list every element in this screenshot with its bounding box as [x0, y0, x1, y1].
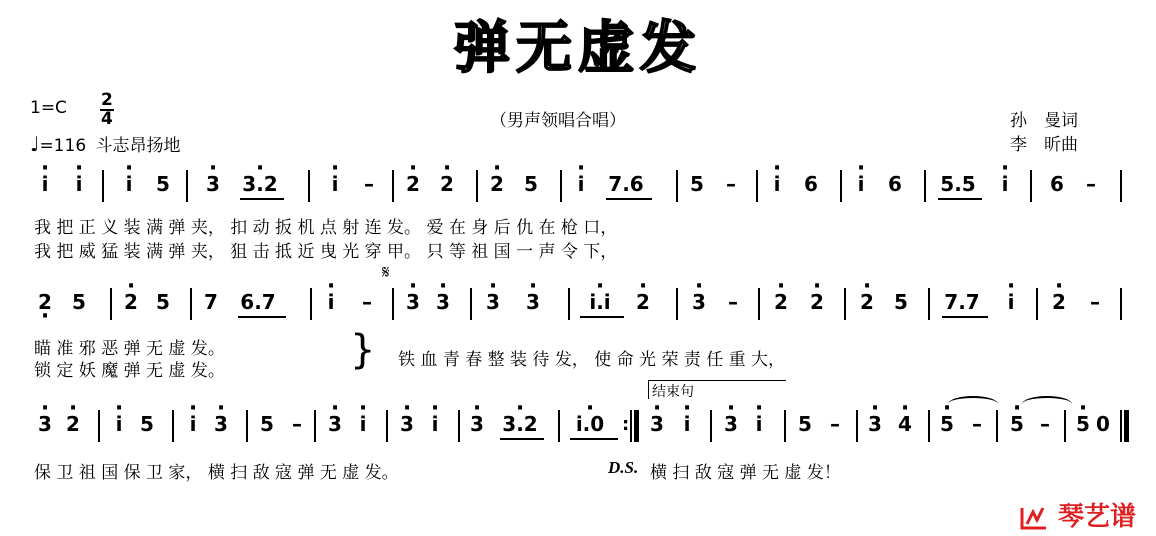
- ending-label: 结束句: [652, 384, 694, 400]
- barline: [844, 288, 846, 320]
- note: · i: [852, 172, 870, 196]
- beam-underline: [570, 438, 618, 440]
- note: · 2: [438, 172, 456, 196]
- song-title: 弹无虚发: [454, 16, 702, 81]
- dash: –: [728, 290, 738, 314]
- composer: 李 昕曲: [1010, 135, 1078, 155]
- note: · 5: [938, 412, 956, 436]
- note: · 2: [858, 290, 876, 314]
- beam-underline: [580, 316, 624, 318]
- barline: [1120, 288, 1122, 320]
- barline: [98, 410, 100, 442]
- staff-row-2: [30, 288, 1130, 320]
- note: · 3: [468, 412, 486, 436]
- staff-row-3: [30, 410, 1130, 442]
- barline: [246, 410, 248, 442]
- note: 5: [140, 412, 154, 436]
- barline: [172, 410, 174, 442]
- barline: [1120, 410, 1122, 442]
- dash: –: [1086, 172, 1096, 196]
- note: · 3: [648, 412, 666, 436]
- note: · i: [768, 172, 786, 196]
- dash: –: [830, 412, 840, 436]
- note: · 4: [896, 412, 914, 436]
- time-signature: [100, 92, 114, 128]
- quarter-note-icon: ♩: [30, 132, 40, 156]
- note: 5: [690, 172, 704, 196]
- note: · 3: [36, 412, 54, 436]
- dash: –: [292, 412, 302, 436]
- barline: [1036, 288, 1038, 320]
- lyricist: 孙 曼词: [1010, 111, 1078, 131]
- note: · 3: [484, 290, 502, 314]
- beam-underline: [938, 198, 982, 200]
- dash: –: [726, 172, 736, 196]
- barline: [1030, 170, 1032, 202]
- note: · 3: [398, 412, 416, 436]
- beam-underline: [500, 438, 544, 440]
- note: · 2: [634, 290, 652, 314]
- note: 5: [72, 290, 86, 314]
- subtitle: （男声领唱合唱）: [490, 111, 626, 131]
- lyrics-row-2-chorus: 铁 血 青 春 整 装 待 发， 使 命 光 荣 责 任 重 大，: [398, 350, 786, 370]
- barline: [470, 288, 472, 320]
- note: 6.7: [240, 290, 276, 314]
- note: · i: [572, 172, 590, 196]
- note: · i: [996, 172, 1014, 196]
- barline: [924, 170, 926, 202]
- note: 6: [804, 172, 818, 196]
- note: 5.5: [940, 172, 976, 196]
- repeat-barline: [634, 410, 639, 442]
- note: · 3: [404, 290, 422, 314]
- note: · i: [1002, 290, 1020, 314]
- barline: [928, 410, 930, 442]
- note: 5: [260, 412, 274, 436]
- barline: [458, 410, 460, 442]
- time-signature-top: 2: [101, 90, 113, 110]
- lyrics-row-1-verse-1: 我 把 正 义 装 满 弹 夹， 扣 动 扳 机 点 射 连 发。 爱 在 身 后 仇 在 枪 口，: [34, 218, 618, 238]
- note: · 3.2: [238, 172, 282, 196]
- note: · 2: [1050, 290, 1068, 314]
- barline: [784, 410, 786, 442]
- note: · 2: [772, 290, 790, 314]
- dal-segno-mark: D.S.: [608, 458, 639, 477]
- note: · 2: [122, 290, 140, 314]
- barline: [1120, 170, 1122, 202]
- note: 6: [1050, 172, 1064, 196]
- time-signature-bottom: 4: [101, 109, 113, 129]
- barline: [710, 410, 712, 442]
- note: 0: [1096, 412, 1110, 436]
- barline: [314, 410, 316, 442]
- beam-underline: [942, 316, 988, 318]
- note: · 5: [1074, 412, 1092, 436]
- barline: [386, 410, 388, 442]
- lyrics-row-2-verse-1: 瞄 准 邪 恶 弹 无 虚 发。: [34, 339, 225, 359]
- dash: –: [362, 290, 372, 314]
- barline: [308, 170, 310, 202]
- barline: [928, 288, 930, 320]
- note: · i: [426, 412, 444, 436]
- note: · i: [326, 172, 344, 196]
- note: · 2: [64, 412, 82, 436]
- note: 7.7: [944, 290, 980, 314]
- barline: [310, 288, 312, 320]
- barline: [560, 170, 562, 202]
- beam-underline: [606, 198, 652, 200]
- segno-sign: 𝄋: [382, 262, 390, 283]
- lyrics-row-2-verse-2: 锁 定 妖 魔 弹 无 虚 发。: [34, 361, 225, 381]
- barline: [630, 410, 632, 442]
- note: · 3.2: [498, 412, 542, 436]
- barline: [756, 170, 758, 202]
- note: 5: [894, 290, 908, 314]
- beam-underline: [240, 198, 284, 200]
- logo-text: 琴艺谱: [1057, 502, 1136, 532]
- note: · 2: [808, 290, 826, 314]
- note: · i: [120, 172, 138, 196]
- lyrics-row-3-ending: 横 扫 敌 寇 弹 无 虚 发！: [650, 463, 841, 483]
- staff-row-1: [30, 170, 1130, 202]
- note: · 2: [488, 172, 506, 196]
- barline: [392, 288, 394, 320]
- tempo-value: =116: [39, 136, 87, 156]
- barline: [568, 288, 570, 320]
- note: · i: [750, 412, 768, 436]
- note: · 3: [722, 412, 740, 436]
- dash: –: [1040, 412, 1050, 436]
- note: · 3: [326, 412, 344, 436]
- note: 2 ·: [36, 290, 54, 314]
- barline: [110, 288, 112, 320]
- logo-icon: [1019, 504, 1049, 532]
- note: · i.i: [578, 290, 622, 314]
- barline: [676, 170, 678, 202]
- note: 6: [888, 172, 902, 196]
- barline: [856, 410, 858, 442]
- dash: –: [972, 412, 982, 436]
- barline: [186, 170, 188, 202]
- note: · 5: [1008, 412, 1026, 436]
- note: · i: [70, 172, 88, 196]
- note: · i: [110, 412, 128, 436]
- note: · 3: [866, 412, 884, 436]
- beam-underline: [238, 316, 286, 318]
- note: 7.6: [608, 172, 644, 196]
- note: · 3: [204, 172, 222, 196]
- lyrics-row-1-verse-2: 我 把 威 猛 装 满 弹 夹， 狙 击 抵 近 曳 光 穿 甲。 只 等 祖 国 一 声 令 下，: [34, 242, 618, 262]
- note: · 3: [524, 290, 542, 314]
- note: 5: [798, 412, 812, 436]
- repeat-dots-icon: :: [622, 414, 630, 435]
- note: · i: [36, 172, 54, 196]
- note: · i: [678, 412, 696, 436]
- note: · i: [184, 412, 202, 436]
- brace-icon: }: [350, 327, 376, 373]
- lyrics-row-3: 保 卫 祖 国 保 卫 家， 横 扫 敌 寇 弹 无 虚 发。: [34, 463, 399, 483]
- barline: [840, 170, 842, 202]
- note: · 2: [404, 172, 422, 196]
- barline: [190, 288, 192, 320]
- barline: [558, 410, 560, 442]
- site-logo: [1019, 496, 1136, 533]
- barline: [392, 170, 394, 202]
- tempo-marking: [30, 131, 181, 156]
- note: · i.0: [568, 412, 612, 436]
- note: 5: [524, 172, 538, 196]
- note: 5: [156, 290, 170, 314]
- barline: [476, 170, 478, 202]
- note: · i: [354, 412, 372, 436]
- barline: [996, 410, 998, 442]
- note: · 3: [690, 290, 708, 314]
- note: 7: [204, 290, 218, 314]
- barline: [1064, 410, 1066, 442]
- note: · 3: [212, 412, 230, 436]
- dash: –: [1090, 290, 1100, 314]
- dash: –: [364, 172, 374, 196]
- expression-mark: 斗志昂扬地: [95, 136, 181, 156]
- barline: [758, 288, 760, 320]
- note: 5: [156, 172, 170, 196]
- key-signature: 1=C: [30, 98, 67, 118]
- barline: [676, 288, 678, 320]
- note: · 3: [434, 290, 452, 314]
- barline: [102, 170, 104, 202]
- note: · i: [322, 290, 340, 314]
- final-barline: [1124, 410, 1129, 442]
